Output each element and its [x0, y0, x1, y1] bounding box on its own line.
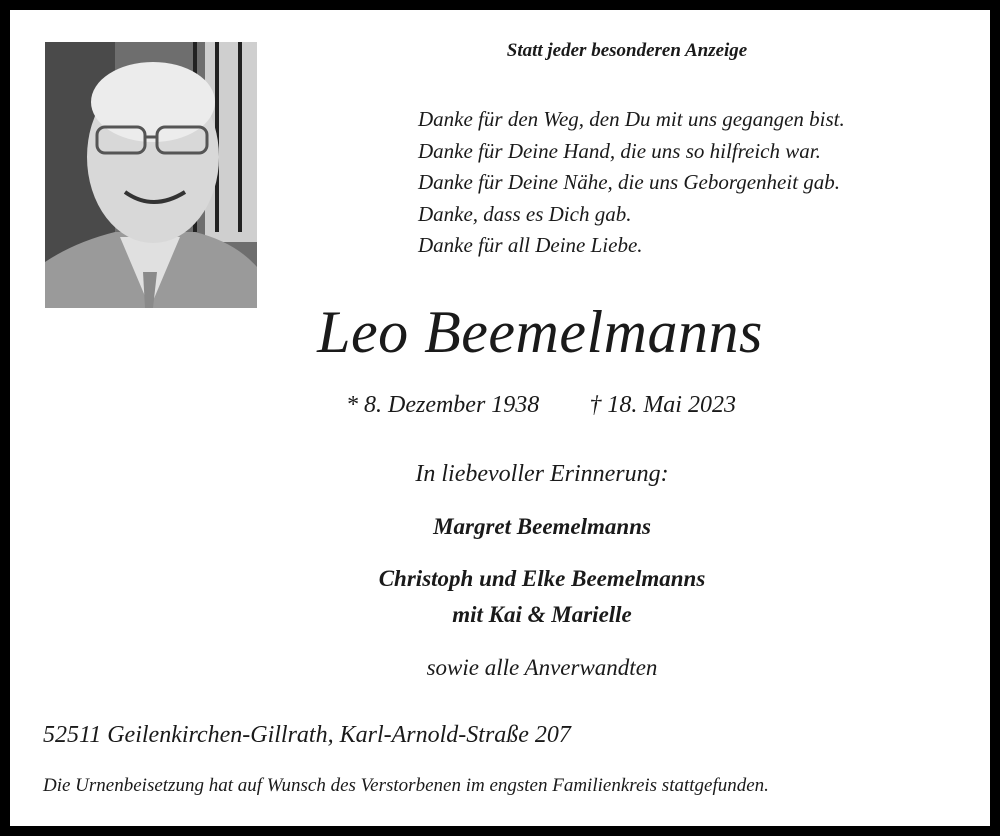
poem-line: Danke, dass es Dich gab.	[418, 201, 632, 226]
address: 52511 Geilenkirchen-Gillrath, Karl-Arnold-Straße 207	[43, 722, 571, 748]
relatives-line: sowie alle Anverwandten	[426, 655, 658, 680]
poem-line: Danke für all Deine Liebe.	[418, 233, 643, 257]
obituary-notice	[10, 10, 990, 826]
poem	[418, 104, 845, 262]
family-line: Margret Beemelmanns	[433, 514, 651, 539]
burial-note: Die Urnenbeisetzung hat auf Wunsch des Verstorbenen im engsten Familienkreis stattgefunden.	[43, 775, 769, 796]
birth-date: * 8. Dezember 1938	[346, 392, 540, 418]
poem-line: Danke für den Weg, den Du mit uns gegangen bist.	[418, 107, 845, 131]
poem-line: Danke für Deine Hand, die uns so hilfreich war.	[418, 138, 821, 163]
memory-line: In liebevoller Erinnerung:	[415, 461, 669, 487]
portrait-photo-icon	[45, 42, 257, 308]
family-line: mit Kai & Marielle	[452, 602, 632, 627]
notice-heading: Statt jeder besonderen Anzeige	[506, 40, 748, 61]
family-line: Christoph und Elke Beemelmanns	[378, 566, 706, 591]
life-dates	[10, 392, 1000, 419]
portrait-photo	[45, 42, 257, 308]
deceased-name: Leo Beemelmanns	[317, 299, 763, 365]
poem-line: Danke für Deine Nähe, die uns Geborgenheit gab.	[418, 170, 841, 194]
death-date: † 18. Mai 2023	[589, 392, 736, 418]
